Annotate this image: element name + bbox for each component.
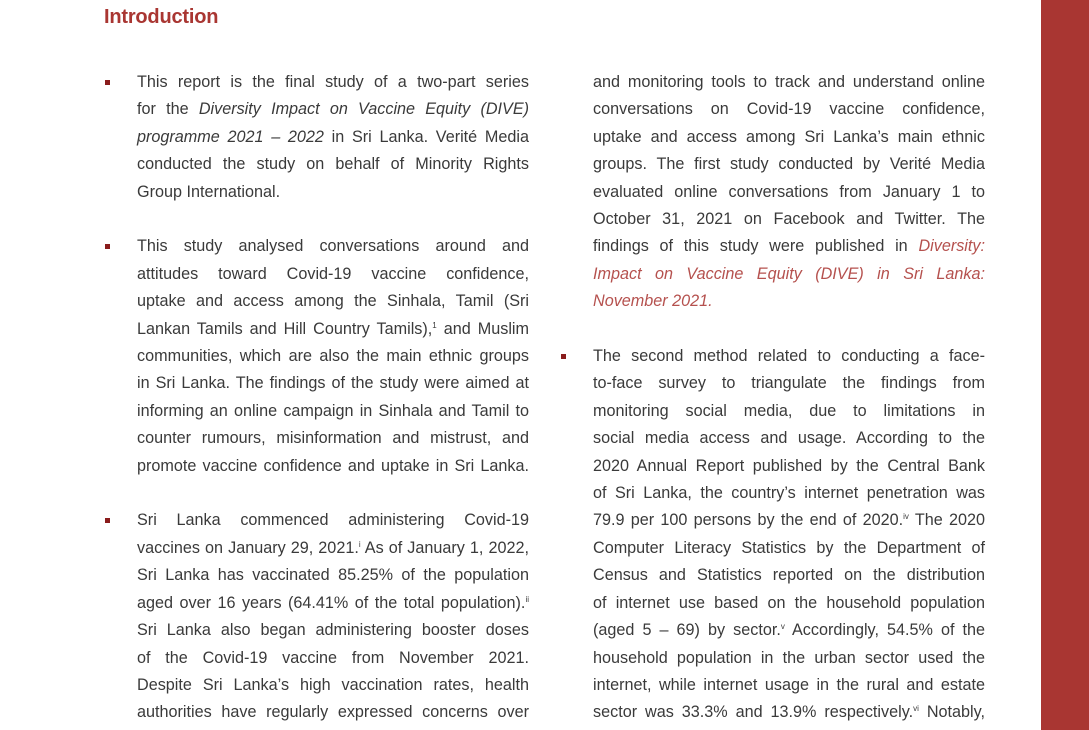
text-line: authorities have regularly expressed concerns over bbox=[137, 703, 529, 722]
report-link[interactable]: Diversity: bbox=[918, 237, 985, 256]
bullet-item-continued bbox=[593, 69, 985, 316]
square-bullet-icon bbox=[105, 244, 110, 249]
text-line: sector was 33.3% and 13.9% respectively.$^{vi}$ Notably, bbox=[593, 703, 986, 722]
text-line: Computer Literacy Statistics by the Department of bbox=[593, 538, 985, 557]
text-line: programme 2021 – 2022 in Sri Lanka. Verité Media bbox=[137, 127, 529, 146]
text-line: Census and Statistics reported on the distribution bbox=[593, 566, 985, 585]
text-line: Despite Sri Lanka’s high vaccination rates, health bbox=[137, 675, 529, 694]
text-line: Group International. bbox=[137, 182, 281, 201]
text-line: household population in the urban sector used the bbox=[593, 648, 985, 667]
footnote-ref[interactable]: vi bbox=[913, 704, 919, 714]
text-line: uptake and access among the Sinhala, Tamil (Sri bbox=[137, 292, 529, 311]
text-line: informing an online campaign in Sinhala and Tamil to bbox=[137, 401, 529, 420]
footnote-ref[interactable]: i bbox=[358, 539, 361, 549]
text-line: attitudes toward Covid-19 vaccine confidence, bbox=[137, 264, 529, 283]
text-line: conversations on Covid-19 vaccine confidence, bbox=[593, 100, 985, 119]
programme-years: programme 2021 – 2022 bbox=[137, 127, 324, 146]
text-line: aged over 16 years (64.41% of the total population).$^{ii}$ bbox=[137, 593, 529, 612]
text-line: and monitoring tools to track and understand online bbox=[593, 73, 985, 91]
text-line: counter rumours, misinformation and mistrust, and bbox=[137, 429, 529, 448]
text-line: groups. The first study conducted by Verité Media bbox=[593, 155, 985, 174]
footnote-ref[interactable]: ii bbox=[525, 594, 529, 604]
text-line: to-face survey to triangulate the findings from bbox=[593, 374, 985, 393]
square-bullet-icon bbox=[105, 518, 110, 523]
right-column bbox=[593, 69, 985, 727]
bullet-item-4 bbox=[593, 343, 985, 727]
text-line: uptake and access among Sri Lanka’s main ethnic bbox=[593, 127, 985, 146]
text-line: of the Covid-19 vaccine from November 2021. bbox=[137, 648, 529, 667]
text-line: This report is the final study of a two-part series bbox=[137, 73, 529, 91]
text-line: of internet use based on the household population bbox=[593, 593, 985, 612]
text-line: October 31, 2021 on Facebook and Twitter. The bbox=[593, 210, 985, 229]
text-line: The second method related to conducting a face- bbox=[593, 347, 985, 366]
text-line: Sri Lanka commenced administering Covid-19 bbox=[137, 511, 529, 530]
bullet-item-3 bbox=[137, 507, 529, 726]
text-line: 79.9 per 100 persons by the end of 2020.$^{iv}$ The 2020 bbox=[593, 511, 986, 530]
text-line: conducted the study on behalf of Minority Rights bbox=[137, 155, 529, 174]
text-line: Lankan Tamils and Hill Country Tamils),$^1$ and Muslim bbox=[137, 319, 530, 338]
footnote-ref[interactable]: iv bbox=[903, 512, 909, 522]
bullet-item-1 bbox=[137, 69, 529, 206]
bullet-item-2 bbox=[137, 233, 529, 480]
programme-title: Diversity Impact on Vaccine Equity (DIVE) bbox=[198, 100, 530, 119]
report-link[interactable]: November 2021. bbox=[593, 292, 713, 311]
text-line: vaccines on January 29, 2021.$^i$ As of January 1, 2022, bbox=[137, 538, 529, 557]
section-heading: Introduction bbox=[104, 6, 219, 28]
text-line: findings of this study were published in Diversity: bbox=[593, 237, 985, 256]
text-line: in Sri Lanka. The findings of the study were aimed at bbox=[137, 374, 529, 393]
text-line: of Sri Lanka, the country’s internet penetration was bbox=[593, 484, 985, 503]
text-line: Sri Lanka also began administering booster doses bbox=[137, 621, 529, 640]
text-line: Sri Lanka has vaccinated 85.25% of the population bbox=[137, 566, 529, 585]
text-line: (aged 5 – 69) by sector.$^v$ Accordingly, 54.5% of the bbox=[593, 621, 985, 640]
report-link[interactable]: Impact on Vaccine Equity (DIVE) in Sri Lanka: bbox=[593, 264, 985, 283]
text-line: internet, while internet usage in the rural and estate bbox=[593, 675, 985, 694]
text-line: for the Diversity Impact on Vaccine Equity (DIVE) bbox=[137, 100, 530, 119]
decorative-side-band bbox=[1041, 0, 1089, 730]
left-column bbox=[137, 69, 529, 727]
text-line: social media access and usage. According to the bbox=[593, 429, 985, 448]
text-line: monitoring social media, due to limitations in bbox=[593, 401, 985, 420]
square-bullet-icon bbox=[561, 354, 566, 359]
text-line: This study analysed conversations around and bbox=[137, 237, 529, 256]
footnote-ref[interactable]: 1 bbox=[432, 320, 437, 330]
text-line: promote vaccine confidence and uptake in Sri Lanka. bbox=[137, 456, 529, 475]
text-line: evaluated online conversations from January 1 to bbox=[593, 182, 985, 201]
text-line: communities, which are also the main ethnic groups bbox=[137, 347, 529, 366]
square-bullet-icon bbox=[105, 80, 110, 85]
text-line: 2020 Annual Report published by the Central Bank bbox=[593, 456, 985, 475]
footnote-ref[interactable]: v bbox=[780, 622, 785, 632]
